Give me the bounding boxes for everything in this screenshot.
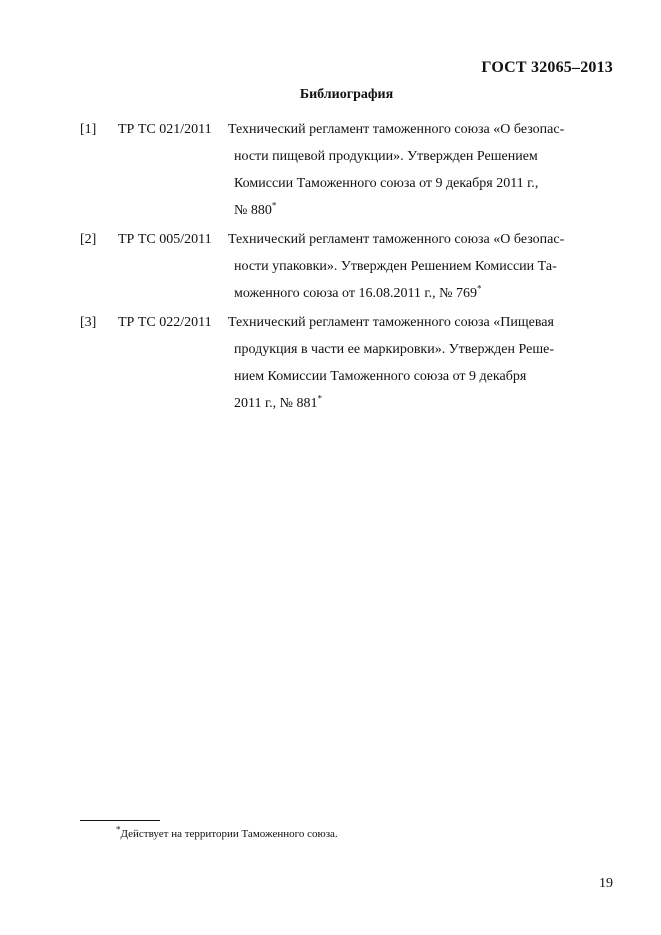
entry-text-line: нием Комиссии Таможенного союза от 9 декабря: [234, 369, 527, 384]
footnote-marker: *: [271, 200, 277, 211]
entry-code: ТР ТС 022/2011: [118, 315, 212, 330]
entry-text-line: [234, 200, 277, 219]
entry-number: [3]: [80, 315, 97, 330]
page-number: 19: [599, 876, 613, 891]
entry-number: [1]: [80, 122, 97, 137]
entry-text-line: [234, 393, 323, 412]
standard-code-header: ГОСТ 32065–2013: [481, 59, 613, 76]
footnote-separator: [80, 820, 160, 821]
entry-text-line: ности пищевой продукции». Утвержден Решением: [234, 149, 538, 164]
footnote-text: Действует на территории Таможенного союза.: [120, 828, 338, 840]
entry-code: ТР ТС 021/2011: [118, 122, 212, 137]
entry-text-line: [234, 283, 482, 302]
entry-text-line: Технический регламент таможенного союза «Пищевая: [228, 315, 554, 330]
entry-text-line: продукция в части ее маркировки». Утвержден Реше-: [234, 342, 554, 357]
footnote: [116, 824, 338, 840]
footnote-marker: *: [476, 283, 482, 294]
footnote-marker: *: [317, 393, 323, 404]
entry-text-line: Технический регламент таможенного союза «О безопас-: [228, 232, 565, 247]
entry-text-line-content: моженного союза от 16.08.2011 г., № 769: [234, 286, 477, 301]
entry-text-line: Технический регламент таможенного союза «О безопас-: [228, 122, 565, 137]
entry-text-line-content: № 880: [234, 203, 272, 218]
entry-text-line: Комиссии Таможенного союза от 9 декабря 2011 г.,: [234, 176, 539, 191]
entry-code: ТР ТС 005/2011: [118, 232, 212, 247]
footnote-mark: *: [116, 824, 121, 835]
entry-text-line-content: 2011 г., № 881: [234, 396, 318, 411]
entry-number: [2]: [80, 232, 97, 247]
entry-text-line: ности упаковки». Утвержден Решением Комиссии Та-: [234, 259, 557, 274]
bibliography-title: Библиография: [299, 87, 394, 102]
